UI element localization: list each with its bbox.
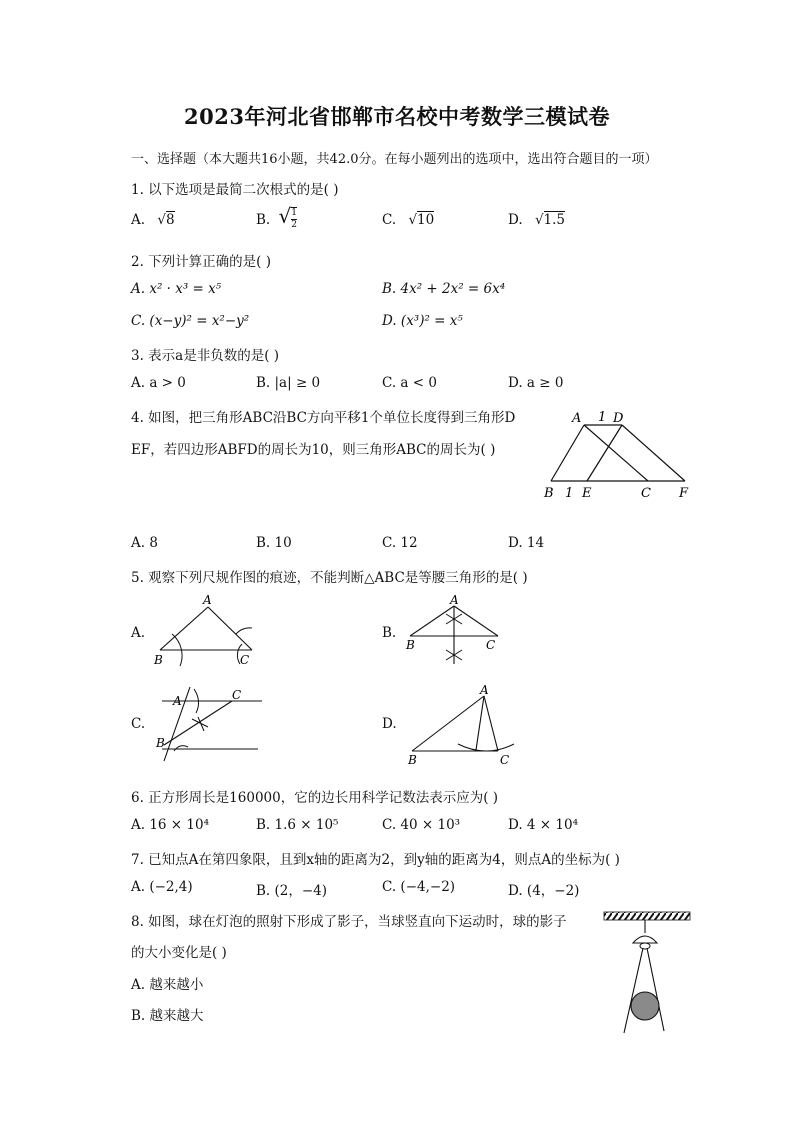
- ceiling-hatch: [604, 912, 690, 920]
- q4-seg-df: [622, 425, 685, 481]
- q4-label-d: D: [613, 411, 624, 426]
- q1-d-radicand: 1.5: [543, 212, 566, 228]
- q5b-label-b: B: [406, 638, 415, 652]
- q5d-label-b: B: [408, 753, 417, 767]
- question-7-stem: 7. 已知点A在第四象限，且到x轴的距离为2，到y轴的距离为4，则点A的坐标为( ): [131, 852, 620, 868]
- ball-icon: [631, 992, 659, 1020]
- q8-option-b: B. 越来越大: [131, 1008, 204, 1024]
- q2-option-c: C. (x−y)² = x²−y²: [131, 313, 250, 329]
- q7-option-b: B. (2，−4): [256, 883, 328, 899]
- question-1-stem: 1. 以下选项是最简二次根式的是( ): [131, 182, 339, 198]
- q7-option-a: A. (−2,4): [131, 879, 193, 895]
- q3-option-d: D. a ≥ 0: [508, 375, 564, 391]
- question-8-line2: 的大小变化是( ): [131, 945, 227, 961]
- question-4-line1: 4. 如图，把三角形ABC沿BC方向平移1个单位长度得到三角形D: [131, 410, 516, 426]
- question-5-stem: 5. 观察下列尺规作图的痕迹，不能判断△ABC是等腰三角形的是( ): [131, 570, 528, 586]
- q5-figure-a: [150, 592, 265, 667]
- q3-option-b: B. |a| ≥ 0: [256, 375, 321, 391]
- q5b-label-c: C: [486, 638, 496, 652]
- q8-option-a: A. 越来越小: [131, 977, 204, 993]
- q5a-label-a: A: [203, 593, 212, 607]
- q5-figure-c: [150, 685, 265, 765]
- q5a-label-b: B: [154, 653, 163, 667]
- q5-option-b: B.: [382, 625, 397, 641]
- q4-label-f: F: [679, 486, 689, 501]
- q4-label-c: C: [641, 486, 651, 501]
- q5c-label-b: B: [156, 736, 165, 750]
- q4-option-a: A. 8: [131, 535, 158, 551]
- q5b-label-a: A: [450, 593, 459, 607]
- q5c-label-a: A: [173, 694, 182, 708]
- q4-seg-ab: [551, 425, 584, 481]
- question-8-line1: 8. 如图，球在灯泡的照射下形成了影子，当球竖直向下运动时，球的影子: [131, 914, 567, 930]
- q4-option-b: B. 10: [256, 535, 292, 551]
- q4-translation-figure: [540, 405, 700, 500]
- q1-option-b: B. √ $\frac{1}{2}$: [256, 204, 297, 230]
- q6-option-b: B. 1.6 × 10⁵: [256, 817, 339, 833]
- q6-option-d: D. 4 × 10⁴: [508, 817, 578, 833]
- lamp-shade-icon: [633, 936, 657, 943]
- q5-figure-b: [400, 592, 510, 667]
- q4-label-b: B: [544, 486, 554, 501]
- q5-option-d: D.: [382, 716, 397, 732]
- question-4-line2: EF，若四边形ABFD的周长为10，则三角形ABC的周长为( ): [131, 442, 496, 458]
- q5c-label-c: C: [232, 688, 242, 702]
- q4-label-e: E: [582, 486, 592, 501]
- q5a-label-c: C: [240, 653, 250, 667]
- q3-option-a: A. a > 0: [131, 375, 186, 391]
- q1-option-a: A. √8: [131, 212, 175, 228]
- q1-a-radicand: 8: [165, 212, 175, 228]
- section-header: 一、选择题（本大题共16小题，共42.0分。在每小题列出的选项中，选出符合题目的一项）: [131, 152, 658, 167]
- q4-option-d: D. 14: [508, 535, 545, 551]
- q2-option-d: D. (x³)² = x⁵: [382, 313, 463, 329]
- page-title: 2023年河北省邯郸市名校中考数学三模试卷: [184, 104, 610, 129]
- q2-option-a: A. x² · x³ = x⁵: [131, 281, 222, 297]
- question-3-stem: 3. 表示a是非负数的是( ): [131, 348, 280, 364]
- q4-label-a: A: [572, 411, 582, 426]
- question-6-stem: 6. 正方形周长是160000，它的边长用科学记数法表示应为( ): [131, 790, 499, 806]
- q4-label-bottom-1: 1: [565, 486, 574, 501]
- q2-option-b: B. 4x² + 2x² = 6x⁴: [382, 281, 506, 297]
- q1-option-d: D. √1.5: [508, 212, 566, 228]
- q4-option-c: C. 12: [382, 535, 418, 551]
- q5d-label-a: A: [480, 683, 489, 697]
- q4-label-top-1: 1: [598, 410, 607, 425]
- q1-c-radicand: 10: [417, 212, 435, 228]
- q1-option-c: C. √10: [382, 212, 435, 228]
- q6-option-a: A. 16 × 10⁴: [131, 817, 209, 833]
- q8-lamp-ball-figure: [600, 905, 695, 1040]
- q5-option-c: C.: [131, 716, 146, 732]
- q6-option-c: C. 40 × 10³: [382, 817, 461, 833]
- bulb-icon: [640, 943, 650, 949]
- q7-option-d: D. (4，−2): [508, 883, 580, 899]
- q4-seg-ac: [584, 425, 648, 481]
- q5d-label-c: C: [500, 753, 510, 767]
- q3-option-c: C. a < 0: [382, 375, 437, 391]
- q5-figure-d: [400, 680, 525, 770]
- q5-option-a: A.: [131, 625, 146, 641]
- question-2-stem: 2. 下列计算正确的是( ): [131, 254, 271, 270]
- q7-option-c: C. (−4,−2): [382, 879, 456, 895]
